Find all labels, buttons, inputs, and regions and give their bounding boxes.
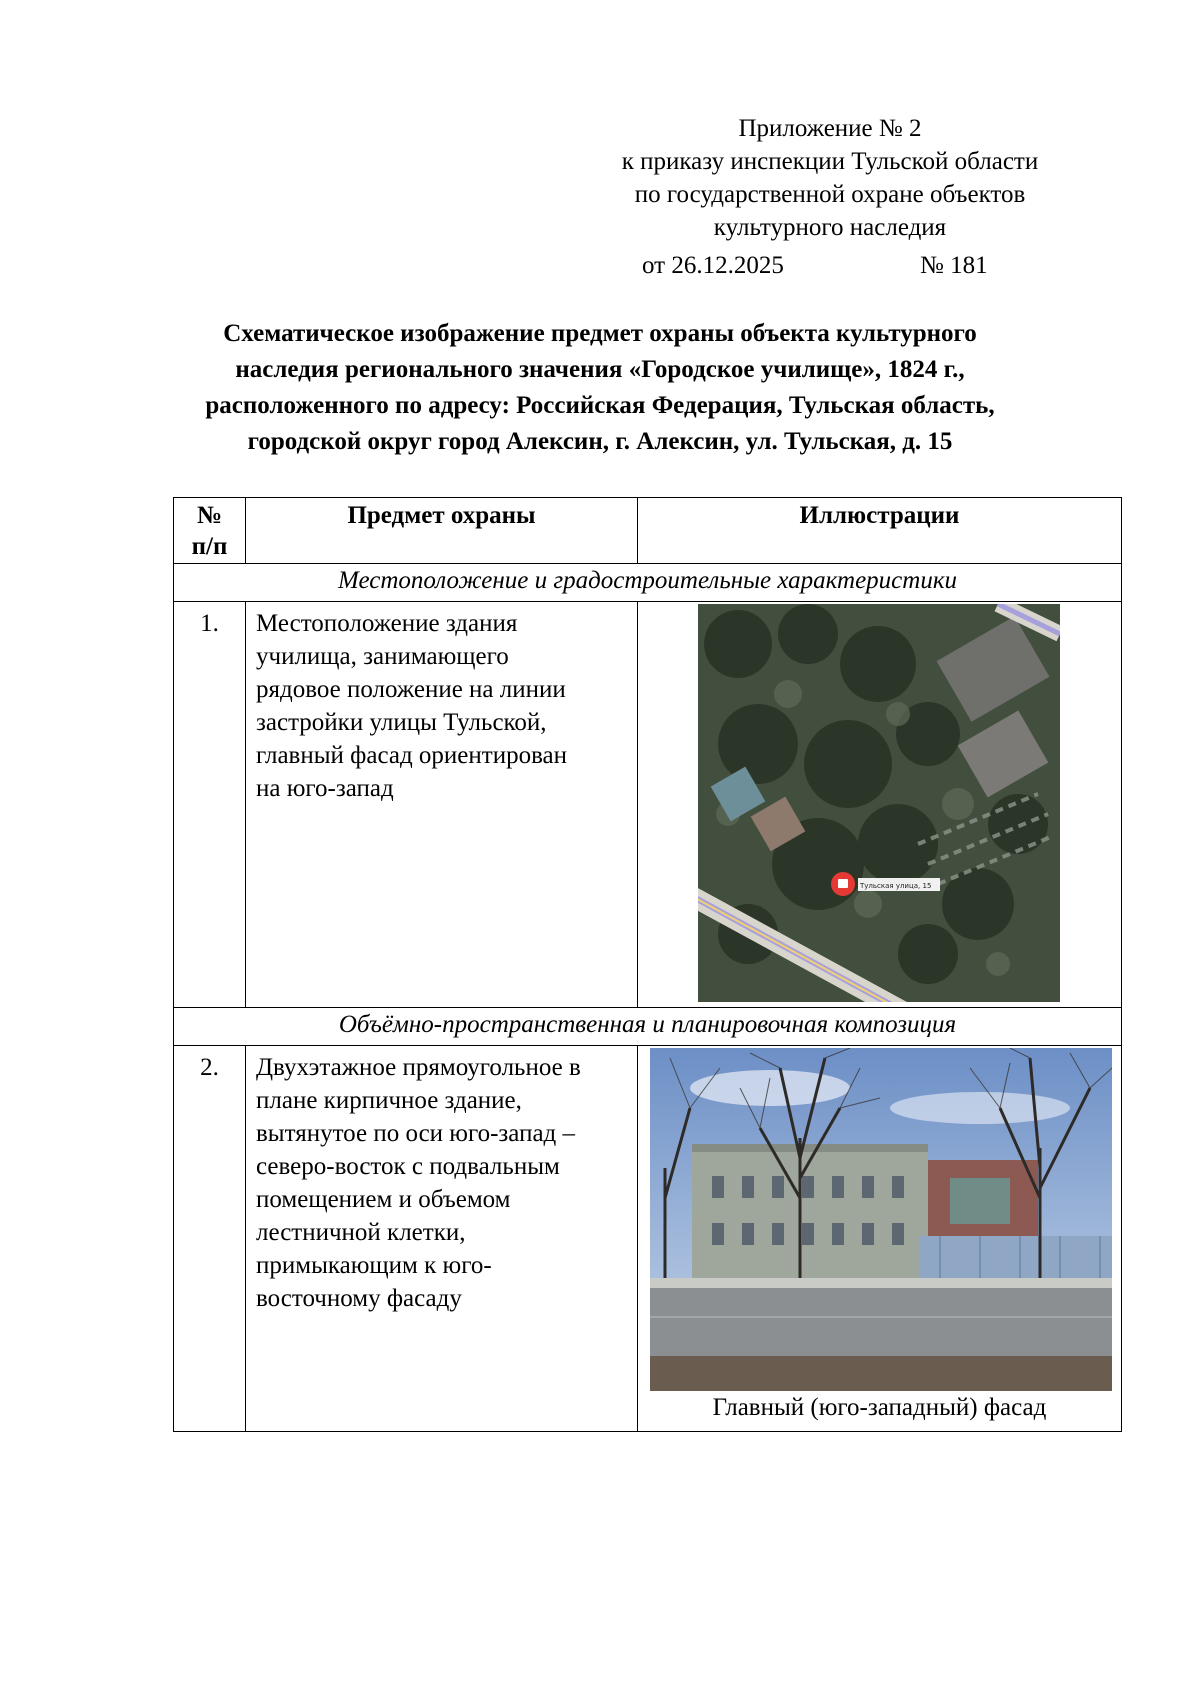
order-date-number <box>642 249 988 282</box>
order-date: от 26.12.2025 <box>642 252 784 279</box>
desc-line: главный фасад ориентирован <box>256 742 568 769</box>
row-illustration <box>638 1046 1122 1432</box>
section-title: Объёмно-пространственная и планировочная композиция <box>174 1008 1122 1046</box>
table-row <box>174 602 1122 1008</box>
desc-line: северо-восток с подвальным <box>256 1153 560 1180</box>
row-number: 2. <box>174 1046 246 1432</box>
desc-line: рядовое положение на линии <box>256 676 566 703</box>
header-number <box>174 498 246 564</box>
desc-line: Местоположение здания <box>256 610 518 637</box>
table-header-row <box>174 498 1122 564</box>
appendix-line: Приложение № 2 <box>738 115 922 142</box>
section-row <box>174 1008 1122 1046</box>
section-title: Местоположение и градостроительные характеристики <box>174 564 1122 602</box>
desc-line: лестничной клетки, <box>256 1219 466 1246</box>
document-title <box>150 316 1050 460</box>
title-line: расположенного по адресу: Российская Федерация, Тульская область, <box>205 392 995 419</box>
appendix-line: культурного наследия <box>713 214 947 241</box>
header-illustrations: Иллюстрации <box>638 498 1122 564</box>
satellite-map-image <box>698 604 1060 1002</box>
appendix-line: по государственной охране объектов <box>634 181 1026 208</box>
row-description <box>246 1046 638 1432</box>
title-line: городской округ город Алексин, г. Алексин, ул. Тульская, д. 15 <box>247 428 953 455</box>
table-row <box>174 1046 1122 1432</box>
header-subject: Предмет охраны <box>246 498 638 564</box>
protection-subject-table <box>173 497 1122 1432</box>
desc-line: застройки улицы Тульской, <box>256 709 547 736</box>
title-line: Схематическое изображение предмет охраны объекта культурного <box>223 320 977 347</box>
row-illustration <box>638 602 1122 1008</box>
row-number: 1. <box>174 602 246 1008</box>
facade-photo <box>650 1048 1112 1391</box>
row-description <box>246 602 638 1008</box>
desc-line: помещением и объемом <box>256 1186 511 1213</box>
desc-line: примыкающим к юго- <box>256 1252 492 1279</box>
desc-line: Двухэтажное прямоугольное в <box>256 1054 581 1081</box>
desc-line: восточному фасаду <box>256 1285 462 1312</box>
desc-line: на юго-запад <box>256 775 394 802</box>
appendix-line: к приказу инспекции Тульской области <box>621 148 1039 175</box>
order-number: № 181 <box>920 252 988 279</box>
title-line: наследия регионального значения «Городское училище», 1824 г., <box>235 356 965 383</box>
appendix-header <box>560 112 1100 244</box>
photo-caption: Главный (юго-западный) фасад <box>712 1394 1047 1421</box>
header-number-line: № <box>196 502 223 529</box>
map-label: Тульская улица, 15 <box>860 882 932 890</box>
header-number-line: п/п <box>191 533 228 560</box>
desc-line: училища, занимающего <box>256 643 509 670</box>
section-row <box>174 564 1122 602</box>
desc-line: плане кирпичное здание, <box>256 1087 522 1114</box>
desc-line: вытянутое по оси юго-запад – <box>256 1120 576 1147</box>
